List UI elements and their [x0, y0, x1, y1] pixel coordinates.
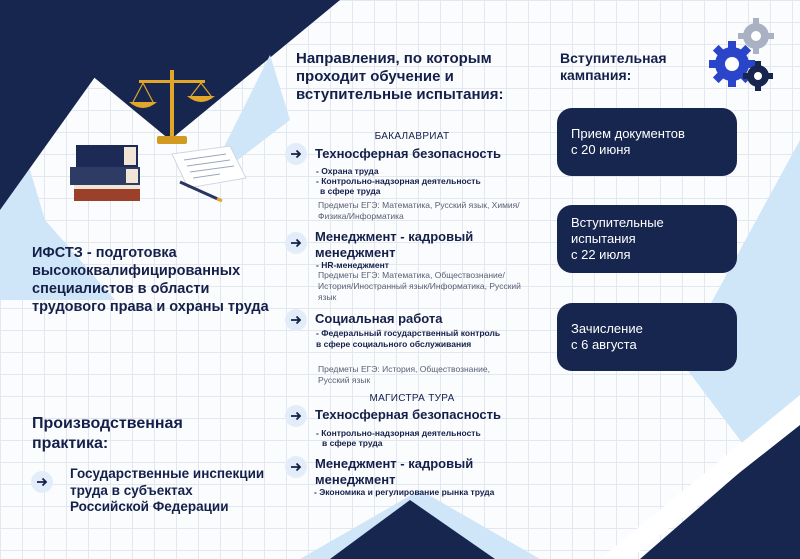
direction-subjects: Предметы ЕГЭ: История, Обществознание, Русский язык: [318, 364, 490, 385]
direction-bullet: - Экономика и регулирование рынка труда: [314, 487, 495, 497]
document-pen-icon: [160, 142, 250, 202]
direction-title: Социальная работа: [315, 311, 443, 326]
arrow-right-icon: [285, 309, 307, 331]
bachelor-label: БАКАЛАВРИАТ: [374, 131, 450, 142]
direction-title: Менеджмент - кадровый: [315, 456, 474, 471]
direction-bullet: - HR-менеджмент: [316, 260, 389, 270]
pill-line: с 20 июня: [571, 142, 631, 157]
practice-text: Государственные инспекции труда в субъектах Российской Федерации: [70, 466, 265, 514]
enrollment-pill: [557, 303, 737, 371]
pill-line: Прием документов: [571, 126, 685, 141]
direction-bullet: - Контрольно-надзорная деятельность: [316, 176, 481, 186]
direction-subjects: Предметы ЕГЭ: Математика, Обществознание/История/Иностранный язык/Информатика, Русский язык: [318, 270, 521, 302]
arrow-right-icon: [285, 143, 307, 165]
direction-title: Техносферная безопасность: [315, 407, 501, 422]
direction-title: менеджмент: [315, 245, 396, 260]
direction-bullet: - Федеральный государственный контроль в сфере социального обслуживания: [316, 328, 501, 349]
pill-line: с 22 июля: [571, 247, 631, 262]
practice-title: Производственная практика:: [32, 415, 183, 452]
direction-title: Техносферная безопасность: [315, 146, 501, 161]
documents-acceptance-pill: [557, 108, 737, 176]
direction-bullet: в сфере труда: [320, 186, 381, 196]
arrow-right-icon: [285, 405, 307, 427]
direction-bullet: - Контрольно-надзорная деятельность: [316, 428, 481, 438]
arrow-right-icon: [285, 456, 307, 478]
arrow-right-icon: [285, 232, 307, 254]
direction-title: Менеджмент - кадровый: [315, 229, 474, 244]
pill-line: испытания: [571, 231, 636, 246]
direction-title: менеджмент: [315, 472, 396, 487]
pill-line: Зачисление: [571, 321, 643, 336]
pill-line: Вступительные: [571, 215, 664, 230]
direction-bullet: - Охрана труда: [316, 166, 379, 176]
direction-subjects: Предметы ЕГЭ: Математика, Русский язык, Химия/Физика/Информатика: [318, 200, 520, 221]
books-icon: [68, 135, 148, 210]
directions-title: Направления, по которым проходит обучение и вступительные испытания:: [296, 50, 504, 103]
campaign-title: Вступительная кампания:: [560, 50, 667, 83]
intro-title: ИФСТЗ - подготовка высококвалифицированных специалистов в области трудового права и охраны труда: [32, 245, 269, 315]
entrance-exams-pill: [557, 205, 737, 273]
direction-bullet: в сфере труда: [322, 438, 383, 448]
arrow-right-icon: [31, 471, 53, 493]
gears-icon: [706, 14, 778, 99]
pill-line: с 6 августа: [571, 337, 637, 352]
master-label: МАГИСТРА ТУРА: [369, 393, 455, 404]
